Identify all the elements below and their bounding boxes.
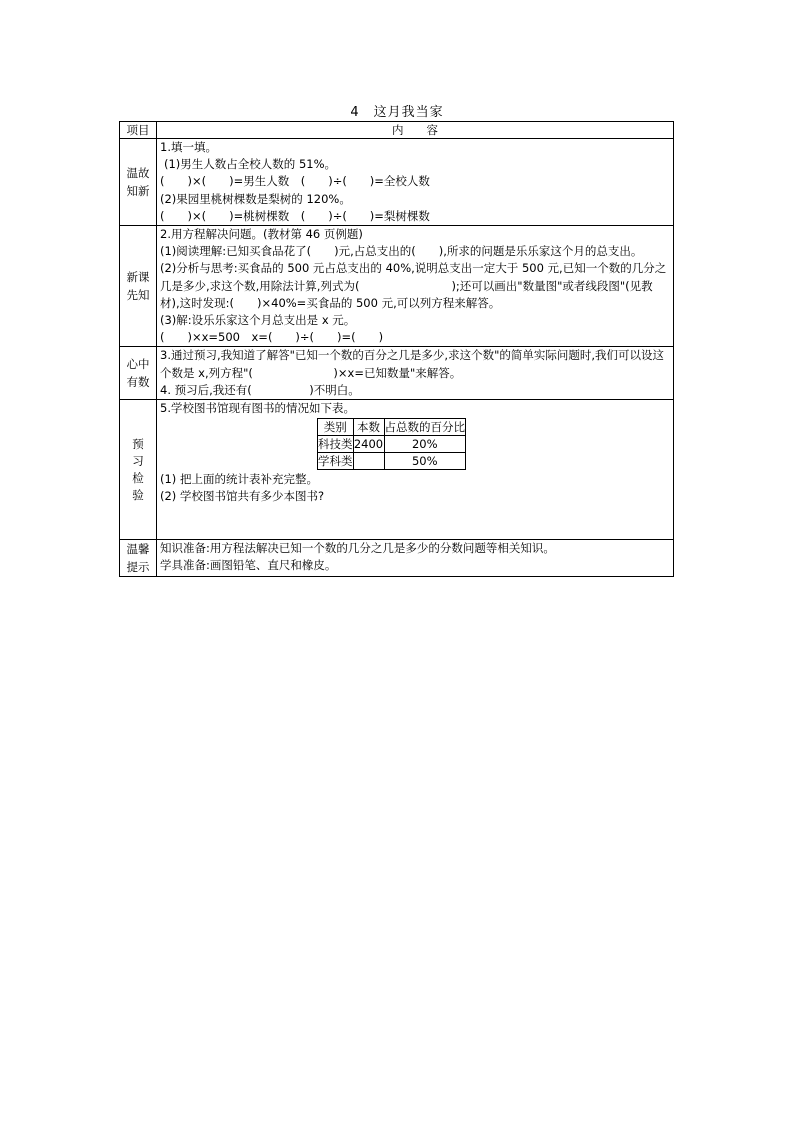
header-content: 内 容 — [157, 122, 674, 139]
row-tips — [120, 540, 674, 577]
library-header-cell: 本数 — [353, 419, 384, 436]
library-cell: 学科类 — [318, 454, 353, 469]
content-tips — [157, 540, 674, 577]
tips-line: 学具准备:画图铅笔、直尺和橡皮。 — [160, 558, 337, 573]
page-title: 4 这月我当家 — [350, 105, 444, 120]
label-reflection-text: 心中有数 — [126, 357, 150, 390]
check-intro: 5.学校图书馆现有图书的情况如下表。 — [160, 401, 355, 416]
label-preview-text: 新课先知 — [126, 270, 150, 303]
library-table — [317, 418, 466, 470]
library-table-header — [318, 419, 466, 436]
library-cell: 20% — [384, 436, 466, 453]
content-preview — [157, 226, 674, 347]
label-check-text: 预习检验 — [132, 436, 144, 502]
review-line: ( )×( )=男生人数 ( )÷( )=全校人数 — [160, 174, 430, 189]
label-review-text: 温故知新 — [126, 166, 150, 198]
content-check — [157, 400, 674, 540]
preview-line: 2.用方程解决问题。(教材第 46 页例题) — [160, 227, 363, 242]
library-cell: 50% — [384, 453, 466, 470]
library-cell: 科技类 — [318, 437, 353, 452]
preview-line: ( )×x=500 x=( )÷( )=( ) — [160, 330, 384, 345]
library-table-row — [318, 436, 466, 453]
label-reflection — [120, 347, 157, 400]
review-line: 1.填一填。 — [160, 140, 217, 154]
row-reflection — [120, 347, 674, 400]
header-item: 项目 — [120, 122, 157, 139]
content-reflection — [157, 347, 674, 400]
review-line: ( )×( )=桃树棵数 ( )÷( )=梨树棵数 — [160, 208, 430, 223]
check-question: (1) 把上面的统计表补充完整。 — [160, 472, 318, 487]
label-tips-text: 温馨提示 — [126, 542, 150, 575]
preview-line: (1)阅读理解:已知买食品花了( )元,占总支出的( ),所求的问题是乐乐家这个月的总支出。 — [160, 244, 643, 259]
preview-line: (3)解:设乐乐家这个月总支出是 x 元。 — [160, 313, 356, 328]
library-table-row — [318, 453, 466, 470]
library-cell: 2400 — [353, 437, 384, 452]
tips-line: 知识准备:用方程法解决已知一个数的几分之几是多少的分数问题等相关知识。 — [160, 541, 555, 556]
preview-line: (2)分析与思考:买食品的 500 元占总支出的 40%,说明总支出一定大于 500 元,已知一个数的几分之几是多少,求这个数,用除法计算,列式为( );还可以画出"数量图"或者线段图"(见教材),这时发现:( )×40%=买食品的 500 元,可以列方程来解答。 — [160, 261, 667, 310]
row-check — [120, 400, 674, 540]
label-review — [120, 139, 157, 226]
reflection-line: 4. 预习后,我还有( )不明白。 — [160, 382, 360, 397]
review-line: (1)男生人数占全校人数的 51%。 — [164, 157, 337, 172]
label-check — [120, 400, 157, 540]
content-review — [157, 139, 674, 226]
label-preview — [120, 226, 157, 347]
library-header-cell: 占总数的百分比 — [384, 420, 465, 435]
header-row — [120, 122, 674, 139]
worksheet-table — [119, 121, 674, 577]
row-preview — [120, 226, 674, 347]
library-cell — [353, 453, 384, 470]
reflection-line: 3.通过预习,我知道了解答"已知一个数的百分之几是多少,求这个数"的简单实际问题时,我们可以设这个数是 x,列方程"( )×x=已知数量"来解答。 — [160, 348, 665, 380]
label-tips — [120, 540, 157, 577]
row-review — [120, 139, 674, 226]
review-line: (2)果园里桃树棵数是梨树的 120%。 — [160, 191, 351, 206]
check-question: (2) 学校图书馆共有多少本图书? — [160, 489, 325, 504]
library-header-cell: 类别 — [318, 419, 354, 436]
